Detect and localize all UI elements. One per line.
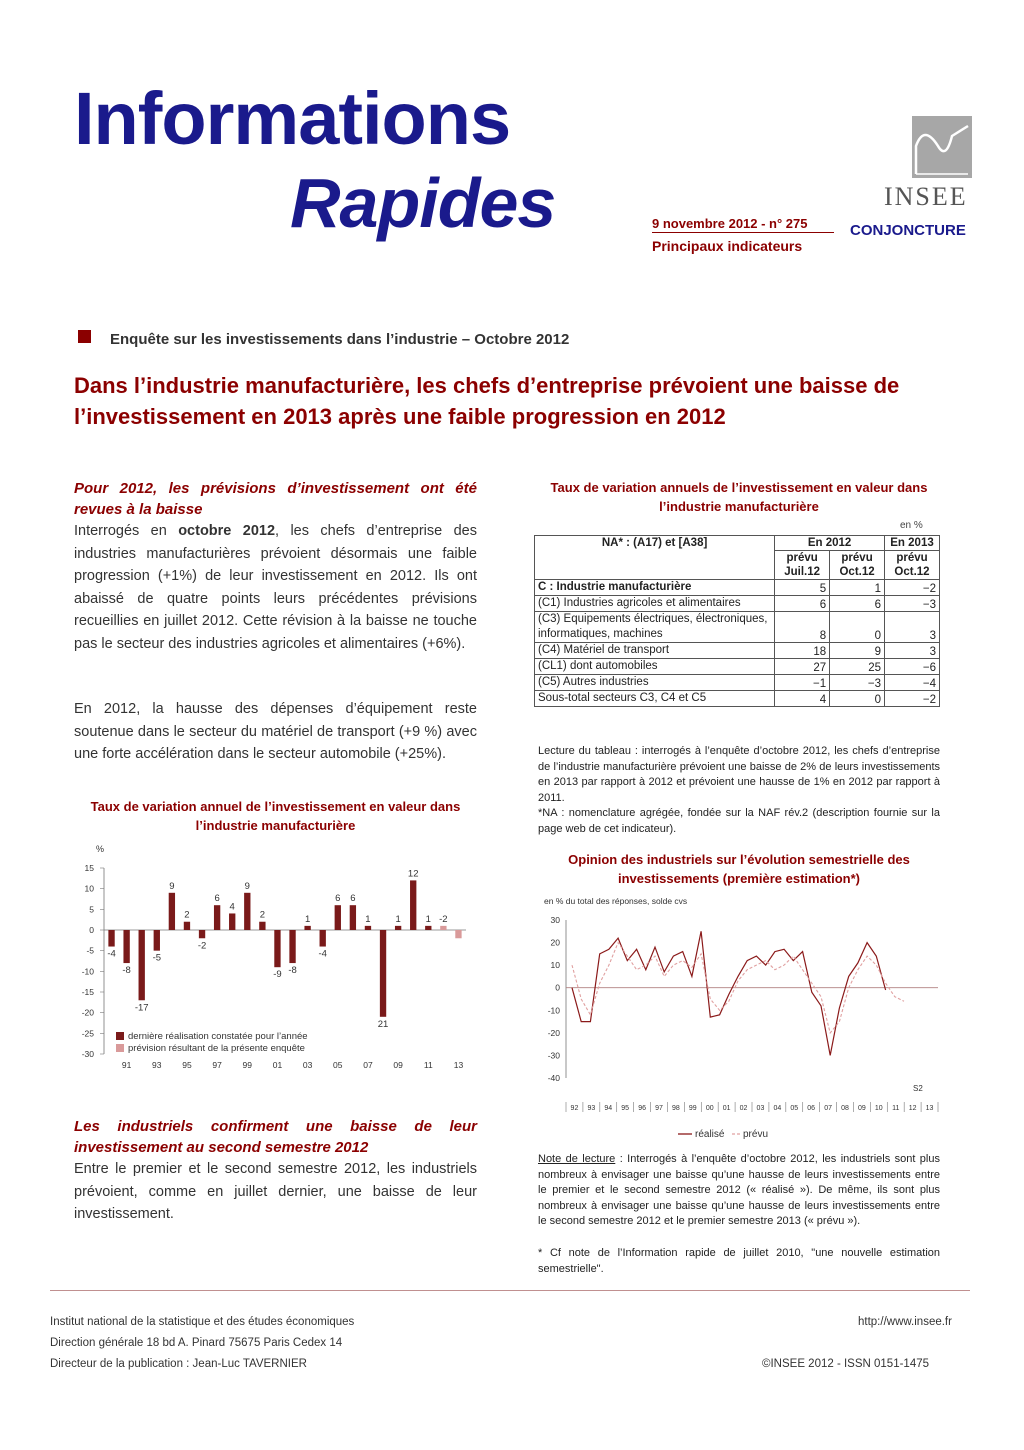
chart1-bar	[244, 893, 250, 930]
table-cell-value: 9	[830, 643, 885, 659]
chart1-bar	[154, 930, 160, 951]
table-row	[535, 580, 940, 596]
chart1-bar-label: 1	[425, 913, 431, 925]
table-row-label: (C5) Autres industries	[535, 675, 775, 691]
table-sub-oct12-2013: prévu Oct.12	[885, 551, 940, 580]
footer-address: Direction générale 18 bd A. Pinard 75675 Paris Cedex 14	[50, 1337, 343, 1349]
table-row	[535, 612, 940, 643]
chart1-legend-swatch-prevu	[116, 1044, 124, 1052]
chart2-xtick: 08	[841, 1105, 849, 1112]
table-cell-value: 6	[775, 596, 830, 612]
chart1-bar	[184, 922, 190, 930]
footer-copyright: ©INSEE 2012 - ISSN 0151-1475	[762, 1358, 930, 1370]
chart2-ytick: -40	[547, 1073, 560, 1083]
chart1-xtick: 01	[272, 1060, 283, 1070]
table-head-2012: En 2012	[775, 536, 885, 551]
paragraph-3: Entre le premier et le second semestre 2012, les industriels prévoient, comme en juillet dernier, une baisse de leur investissement.	[74, 1161, 477, 1222]
chart2-note-label: Note de lecture	[538, 1153, 616, 1165]
table-cell-value: 0	[830, 691, 885, 707]
chart1-bar-label: 2	[184, 909, 190, 921]
chart1-bar-chart	[74, 840, 474, 1080]
headline: Dans l’industrie manufacturière, les chefs d’entreprise prévoient une baisse de l’investissement en 2013 après une faible progression en 2012	[74, 373, 900, 429]
chart2-xtick: 01	[722, 1105, 731, 1112]
table-row-label: (CL1) dont automobiles	[535, 659, 775, 675]
chart1-ytick: -20	[81, 1007, 94, 1018]
chart2-xtick: 04	[773, 1105, 782, 1112]
chart2-ytick: 30	[550, 915, 560, 925]
chart1-bar-label: -2	[197, 940, 207, 952]
chart1-bar	[455, 930, 461, 938]
chart2-xtick: 92	[570, 1105, 579, 1112]
table-head-2013: En 2013	[885, 536, 940, 551]
chart1-bar	[380, 930, 386, 1017]
chart2-xtick: 94	[604, 1105, 613, 1112]
table-cell-value: 3	[885, 643, 940, 659]
footer-divider	[50, 1290, 970, 1291]
chart2-xtick: 93	[587, 1105, 596, 1112]
chart1-bar-label: -9	[273, 969, 282, 981]
chart2-xtick: 96	[638, 1105, 646, 1112]
chart1-ytick: -10	[81, 966, 94, 977]
table-cell-value: −6	[885, 659, 940, 675]
chart2-xtick: 09	[858, 1105, 866, 1112]
chart2-xtick: 97	[655, 1105, 663, 1112]
chart2-xtick: 02	[739, 1105, 748, 1112]
table-sub-juil12: prévu Juil.12	[775, 551, 830, 580]
chart1-bar-label: 12	[407, 868, 419, 880]
chart1-ytick: 0	[89, 925, 94, 935]
chart1-bar-label: 21	[377, 1018, 389, 1030]
chart2-title: Opinion des industriels sur l’évolution semestrielle des investissements (première estimation*)	[568, 852, 910, 886]
table-row-label: (C3) Equipements électriques, électroniques, informatiques, machines	[535, 612, 775, 643]
table-row-label: C : Industrie manufacturière	[535, 580, 775, 596]
table-row-label: Sous-total secteurs C3, C4 et C5	[535, 691, 775, 707]
chart1-bar-label: -2	[439, 913, 448, 925]
chart1-bar	[320, 930, 326, 947]
chart1-ytick: -30	[81, 1049, 94, 1059]
table-nomenclature-note: *NA : nomenclature agrégée, fondée sur la NAF rév.2 (description fournie sur la page web de cet indicateur).	[538, 807, 940, 835]
table-reading-note: Lecture du tableau : interrogés à l’enquête d’octobre 2012, les chefs d’entreprise de l’industrie manufacturière prévoient une baisse de 2% de leurs investissements en 2013 par rapport à 2012 et prévoient une hausse de 1% en 2012 par rapport à 2011.	[538, 745, 940, 804]
chart2-xtick: 99	[688, 1105, 697, 1112]
table-cell-value: 8	[775, 612, 830, 643]
chart2-xtick: 95	[621, 1105, 630, 1112]
chart2-note-text: : Interrogés à l’enquête d’octobre 2012, les industriels sont plus nombreux à envisager une baisse qu’une hausse de leurs investissements entre le premier et le second semestre 2012 (« réalisé »). De même, ils sont plus nombreux à envisager une baisse qu’une hausse de leurs investissements entre le second semestre 2012 et le premier semestre 2013 (« prévu »).	[538, 1153, 940, 1227]
chart1-xtick: 91	[121, 1060, 132, 1070]
table-row	[535, 659, 940, 675]
chart1-title: Taux de variation annuel de l’investissement en valeur dans l’industrie manufacturière	[90, 799, 461, 833]
insee-logo-icon	[912, 116, 972, 178]
chart1-xtick: 13	[453, 1060, 464, 1070]
table-cell-value: −3	[830, 675, 885, 691]
chart1-ytick: -5	[86, 945, 94, 956]
table-sub-oct12: prévu Oct.12	[830, 551, 885, 580]
chart1-ytick: -15	[81, 987, 94, 997]
chart1-bar	[289, 930, 295, 963]
table-cell-value: 5	[775, 580, 830, 596]
chart1-ylabel: %	[96, 844, 105, 854]
chart2-ytick: -10	[547, 1005, 560, 1016]
chart1-bar	[123, 930, 129, 963]
chart2-xtick: 10	[874, 1105, 883, 1112]
chart2-xtick: 07	[824, 1105, 832, 1112]
chart1-bar	[440, 926, 446, 930]
chart1-ytick: 5	[89, 904, 94, 915]
chart2-ytick: -30	[547, 1050, 560, 1061]
chart1-bar	[214, 905, 220, 930]
table-title: Taux de variation annuels de l’investissement en valeur dans l’industrie manufacturière	[550, 480, 928, 514]
chart1-bar-label: 6	[335, 893, 341, 905]
table-cell-value: 6	[830, 596, 885, 612]
chart1-bar-label: 9	[169, 880, 175, 892]
conjoncture-label: CONJONCTURE	[850, 222, 966, 239]
table-row-label: (C4) Matériel de transport	[535, 643, 775, 659]
chart2-legend-prevu: prévu	[743, 1129, 769, 1140]
chart1-bar	[274, 930, 280, 967]
chart1-ytick: 10	[84, 883, 94, 894]
chart1-bar-label: -17	[134, 1002, 149, 1014]
chart1-bar	[169, 893, 175, 930]
investment-table	[534, 535, 940, 707]
chart1-bar-label: 1	[304, 913, 311, 925]
chart1-legend-swatch-realise	[116, 1032, 124, 1040]
chart1-bar-label: -8	[288, 965, 297, 977]
chart1-xtick: 95	[182, 1060, 192, 1070]
table-cell-value: 18	[775, 643, 830, 659]
chart1-bar-label: 6	[350, 893, 356, 905]
table-unit: en %	[900, 520, 923, 531]
chart2-legend-realise: réalisé	[695, 1129, 725, 1140]
chart1-bar-label: 1	[365, 913, 371, 925]
insee-wordmark: INSEE	[884, 182, 968, 211]
table-cell-value: −2	[885, 580, 940, 596]
chart2-xtick: 00	[705, 1105, 714, 1112]
table-cell-value: −2	[885, 691, 940, 707]
chart2-s2-label: S2	[913, 1084, 923, 1093]
chart2-ylabel: en % du total des réponses, solde cvs	[544, 896, 688, 906]
chart2-xtick: 05	[790, 1105, 799, 1112]
chart2-xtick: 03	[756, 1105, 765, 1112]
table-cell-value: −3	[885, 596, 940, 612]
chart1-bar-label: 2	[259, 909, 266, 921]
table-cell-value: 25	[830, 659, 885, 675]
chart1-bar-label: 1	[395, 913, 401, 925]
chart2-xtick: 13	[925, 1105, 934, 1112]
chart1-xtick: 93	[152, 1060, 162, 1070]
chart1-bar	[410, 880, 416, 930]
chart1-bar	[365, 926, 371, 930]
chart1-xtick: 05	[333, 1060, 343, 1070]
table-head-na: NA* : (A17) et [A38]	[535, 536, 775, 580]
chart2-ytick: 10	[550, 960, 560, 971]
section2-title: Les industriels confirment une baisse de leur investissement au second semestre 2012	[74, 1118, 477, 1156]
chart2-xtick: 98	[672, 1105, 680, 1112]
chart1-ytick: 15	[84, 863, 94, 873]
chart1-xtick: 07	[363, 1060, 373, 1070]
chart2-series-realise	[572, 931, 886, 1055]
survey-label: Enquête sur les investissements dans l’industrie – Octobre 2012	[110, 331, 570, 348]
chart1-bar	[425, 926, 431, 930]
chart1-xtick: 11	[423, 1060, 433, 1070]
table-row	[535, 675, 940, 691]
table-cell-value: 3	[885, 612, 940, 643]
section1-title: Pour 2012, les prévisions d’investissement ont été revues à la baisse	[74, 480, 477, 518]
masthead-subtitle: Rapides	[290, 164, 556, 242]
paragraph-1-start: Interrogés en	[74, 523, 179, 539]
footer-url-link[interactable]: http://www.insee.fr	[858, 1316, 952, 1328]
chart1-ytick: -25	[81, 1028, 94, 1039]
table-cell-value: 4	[775, 691, 830, 707]
chart1-xtick: 97	[212, 1060, 222, 1070]
table-cell-value: 1	[830, 580, 885, 596]
chart2-reading-note	[538, 1152, 940, 1230]
chart1-bar	[395, 926, 401, 930]
section-bullet	[78, 330, 91, 343]
table-row	[535, 691, 940, 707]
table-row	[535, 596, 940, 612]
paragraph-1	[74, 520, 477, 655]
paragraph-1-rest: , les chefs d’entreprise des industries manufacturières prévoient désormais une faible progression (+1%) de leur investissement en 2012. Ils ont abaissé de quatre points leurs précédentes prévisions recueillies en juillet 2012. Cette révision à la baisse ne touche pas le secteur des industries agricoles et alimentaires (+6%).	[74, 523, 477, 652]
table-cell-value: 27	[775, 659, 830, 675]
publication-category: Principaux indicateurs	[652, 238, 803, 254]
masthead-title: Informations	[74, 77, 511, 160]
chart1-bar-label: 4	[229, 901, 235, 913]
chart1-bar	[229, 913, 235, 930]
paragraph-1-emphasis: octobre 2012	[178, 523, 276, 539]
chart2-footnote: * Cf note de l’Information rapide de juillet 2010, "une nouvelle estimation semestrielle".	[538, 1247, 940, 1275]
table-cell-value: −4	[885, 675, 940, 691]
chart1-xtick: 09	[393, 1060, 403, 1070]
chart1-bar	[199, 930, 205, 938]
table-cell-value: −1	[775, 675, 830, 691]
table-row	[535, 643, 940, 659]
table-cell-value: 0	[830, 612, 885, 643]
chart1-bar-label: -5	[152, 952, 162, 964]
chart2-xtick: 12	[908, 1105, 917, 1112]
chart1-bar-label: 6	[214, 893, 220, 905]
table-row-label: (C1) Industries agricoles et alimentaires	[535, 596, 775, 612]
chart1-bar	[304, 926, 310, 930]
chart1-bar	[139, 930, 145, 1000]
chart2-xtick: 06	[807, 1105, 816, 1112]
chart1-bar-label: -8	[122, 965, 131, 977]
chart1-xtick: 03	[302, 1060, 313, 1070]
chart2-xtick: 11	[892, 1105, 900, 1112]
chart1-bar	[259, 922, 265, 930]
chart1-bar	[108, 930, 114, 947]
paragraph-2: En 2012, la hausse des dépenses d’équipement reste soutenue dans le secteur du matériel de transport (+9 %) avec une forte accélération dans le secteur automobile (+25%).	[74, 701, 477, 762]
chart1-bar	[350, 905, 356, 930]
chart1-bar	[335, 905, 341, 930]
chart2-ytick: -20	[547, 1027, 560, 1038]
chart2-ytick: 0	[555, 982, 560, 993]
chart1-bar-label: 9	[244, 880, 250, 892]
chart1-bar-label: -4	[318, 948, 327, 960]
footer-institute: Institut national de la statistique et des études économiques	[50, 1316, 355, 1328]
issue-date: 9 novembre 2012 - n° 275	[652, 216, 834, 233]
chart2-line-chart	[536, 892, 942, 1148]
chart1-legend-realise: dernière réalisation constatée pour l’année	[128, 1031, 308, 1042]
chart1-xtick: 99	[242, 1060, 253, 1070]
chart1-bar-label: -4	[107, 948, 116, 960]
footer-director: Directeur de la publication : Jean-Luc TAVERNIER	[50, 1358, 307, 1370]
chart2-ytick: 20	[550, 937, 560, 948]
chart1-legend-prevu: prévision résultant de la présente enquête	[128, 1043, 305, 1054]
